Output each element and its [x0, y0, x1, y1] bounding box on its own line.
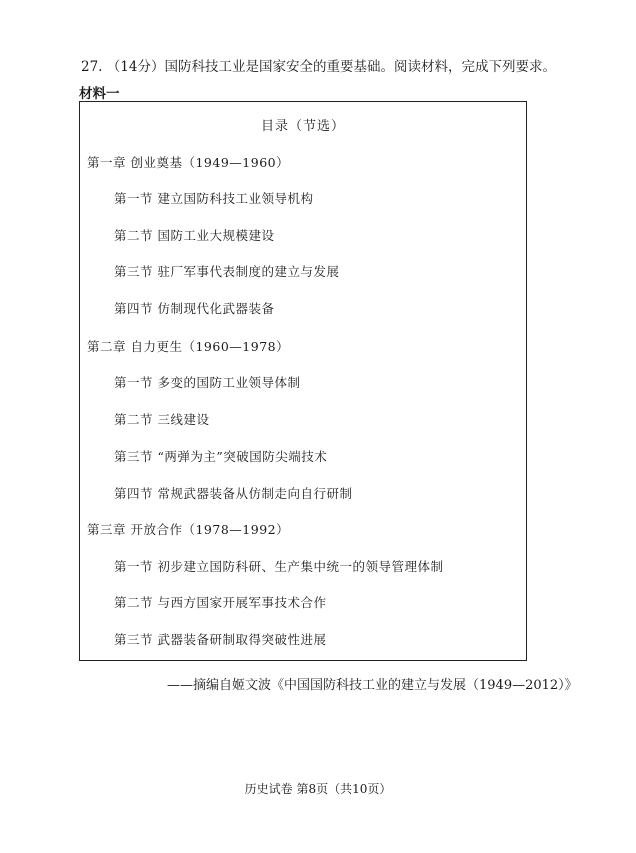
toc-section: 第一节 多变的国防工业领导体制	[114, 375, 301, 390]
toc-section: 第一节 初步建立国防科研、生产集中统一的领导管理体制	[114, 559, 444, 574]
toc-chapter: 第一章 创业奠基（1949—1960）	[87, 155, 290, 170]
toc-section: 第四节 仿制现代化武器装备	[114, 301, 275, 316]
material-label: 材料一	[79, 86, 120, 102]
source-citation: ——摘编自姬文波《中国国防科技工业的建立与发展（1949—2012）》	[167, 678, 578, 693]
toc-section: 第三节 “两弹为主”突破国防尖端技术	[114, 449, 328, 464]
question-text: 27. （14分）国防科技工业是国家安全的重要基础。阅读材料，完成下列要求。	[81, 59, 556, 75]
toc-section: 第一节 建立国防科技工业领导机构	[114, 191, 314, 206]
page-footer: 历史试卷 第8页（共10页）	[244, 782, 392, 796]
toc-box	[79, 101, 527, 661]
toc-title: 目录（节选）	[260, 119, 345, 134]
toc-section: 第三节 武器装备研制取得突破性进展	[114, 632, 327, 647]
toc-section: 第二节 与西方国家开展军事技术合作	[114, 595, 327, 610]
toc-section: 第二节 国防工业大规模建设	[114, 228, 275, 243]
toc-section: 第三节 驻厂军事代表制度的建立与发展	[114, 264, 340, 279]
toc-section: 第四节 常规武器装备从仿制走向自行研制	[114, 486, 353, 501]
toc-section: 第二节 三线建设	[114, 412, 210, 427]
toc-chapter: 第二章 自力更生（1960—1978）	[87, 339, 290, 354]
toc-chapter: 第三章 开放合作（1978—1992）	[87, 522, 290, 537]
